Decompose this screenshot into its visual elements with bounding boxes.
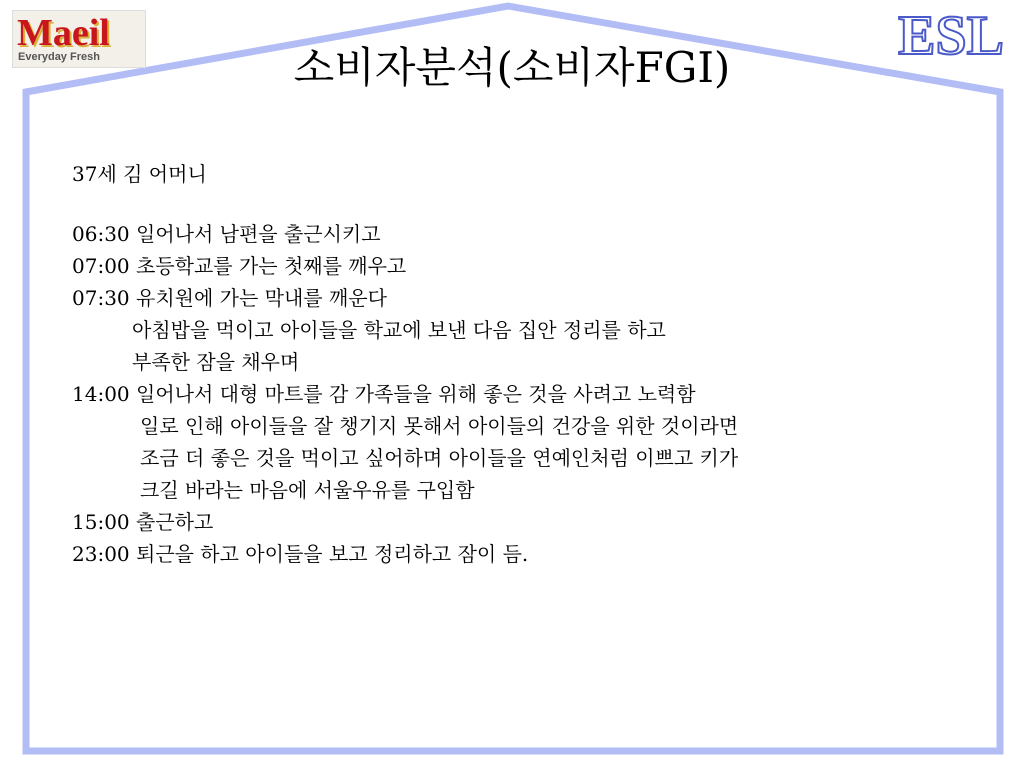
schedule-line: 14:00 일어나서 대형 마트를 감 가족들을 위해 좋은 것을 사려고 노력함 xyxy=(72,382,696,406)
subject-line: 37세 김 어머니 xyxy=(72,162,207,186)
esl-badge: ESL xyxy=(898,5,1004,67)
schedule-detail: 부족한 잠을 채우며 xyxy=(132,350,300,374)
schedule-detail: 조금 더 좋은 것을 먹이고 싶어하며 아이들을 연예인처럼 이쁘고 키가 xyxy=(140,446,739,470)
page-title: 소비자분석(소비자FGI) xyxy=(293,43,731,92)
schedule-detail: 일로 인해 아이들을 잘 챙기지 못해서 아이들의 건강을 위한 것이라면 xyxy=(140,414,739,438)
logo-tagline: Everyday Fresh xyxy=(18,51,100,63)
schedule-detail: 아침밥을 먹이고 아이들을 학교에 보낸 다음 집안 정리를 하고 xyxy=(132,318,666,342)
schedule-line: 23:00 퇴근을 하고 아이들을 보고 정리하고 잠이 듬. xyxy=(72,542,529,566)
logo-brand: Maeil xyxy=(17,12,110,54)
schedule-line: 07:30 유치원에 가는 막내를 깨운다 xyxy=(72,286,387,310)
schedule-line: 15:00 출근하고 xyxy=(72,510,214,534)
content-body xyxy=(72,158,972,570)
schedule-detail: 크길 바라는 마음에 서울우유를 구입함 xyxy=(140,478,475,502)
schedule-line: 07:00 초등학교를 가는 첫째를 깨우고 xyxy=(72,254,407,278)
schedule-line: 06:30 일어나서 남편을 출근시키고 xyxy=(72,222,381,246)
